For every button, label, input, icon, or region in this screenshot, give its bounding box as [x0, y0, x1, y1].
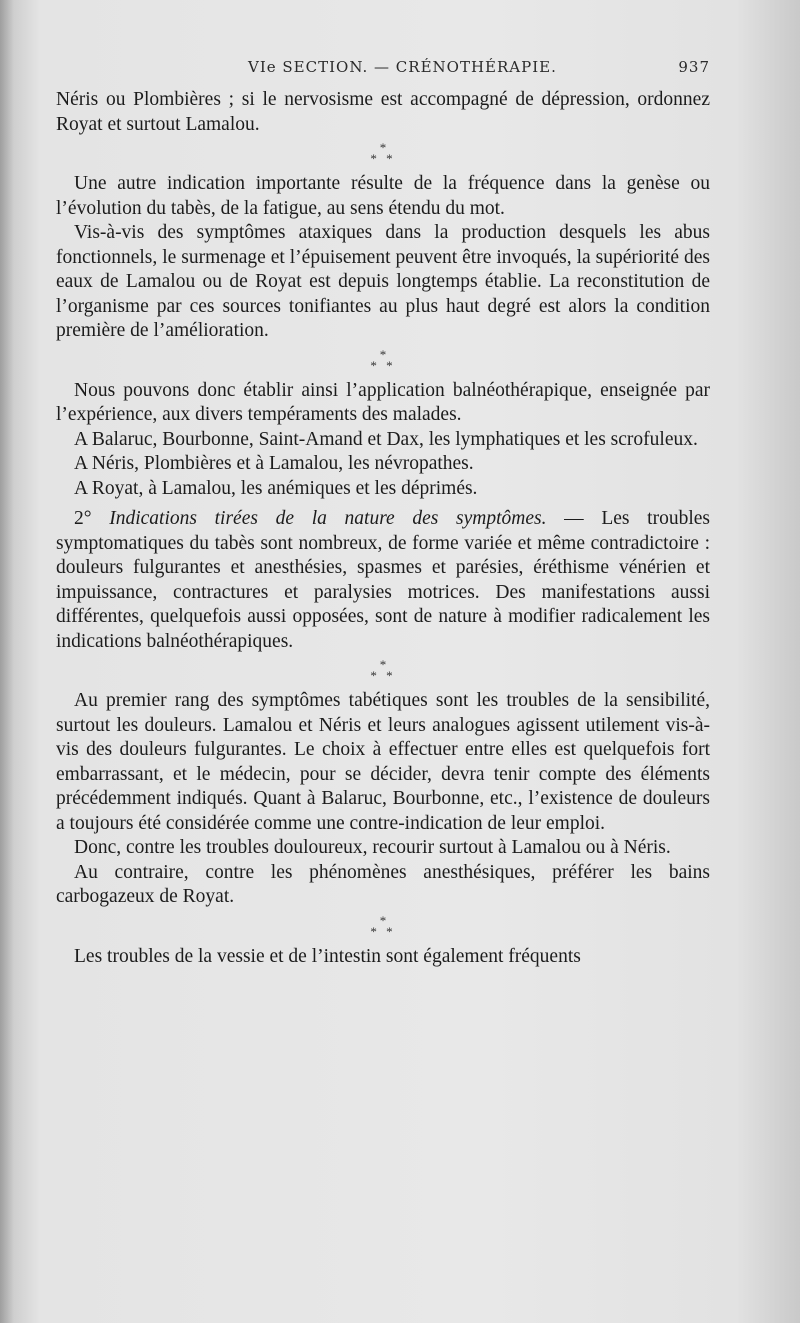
paragraph: Au premier rang des symptômes tabétiques sont les troubles de la sensibilité, surtout les douleurs. Lamalou et Néris et leurs analogues agissent utilement vis-à-vis des douleurs fulgurantes. Le choix à effectuer entre elles est quelquefois fort embarrassant, et le médecin, pour se décider, devra tenir compte des éléments précédemment indiqués. Quant à Balaruc, Bourbonne, etc., l’existence de douleurs a toujours été considérée comme une contre-indication de leur emploi.: [56, 690, 710, 834]
asterism-bottom-stars: * *: [370, 923, 396, 939]
paragraph: A Royat, à Lamalou, les anémiques et les déprimés.: [74, 477, 478, 499]
asterism: [56, 137, 710, 172]
paragraph: A Balaruc, Bourbonne, Saint-Amand et Dax, les lymphatiques et les scrofuleux.: [74, 428, 698, 450]
paragraph: Les troubles de la vessie et de l’intestin sont également fréquents: [74, 945, 581, 967]
asterism-top-star: *: [379, 346, 387, 362]
indication-text: — Les troubles symptomatiques du tabès sont nombreux, de forme variée et même contradictoire : douleurs fulgurantes et anesthésies, spasmes et parésies, éréthisme vénérien et impuissance, contractures et paralysies motrices. Des manifestations aussi différentes, quelquefois aussi opposées, sont de nature à modifier radicalement les indications balnéothérapiques.: [56, 508, 710, 652]
paragraph: A Néris, Plombières et à Lamalou, les névropathes.: [74, 453, 474, 474]
paragraph: Néris ou Plombières ; si le nervosisme est accompagné de dépression, ordonnez Royat et surtout Lamalou.: [56, 89, 710, 135]
indication-heading: Indications tirées de la nature des symptômes.: [109, 508, 547, 529]
page-number: 937: [678, 58, 710, 76]
paragraph: Nous pouvons donc établir ainsi l’application balnéothérapique, enseignée par l’expérience, aux divers tempéraments des malades.: [56, 379, 710, 425]
asterism: [56, 910, 710, 945]
asterism-top-star: *: [379, 912, 387, 928]
asterism-bottom-stars: * *: [370, 357, 396, 373]
asterism: [56, 344, 710, 379]
paragraph: Une autre indication importante résulte de la fréquence dans la genèse ou l’évolution du tabès, de la fatigue, au sens étendu du mot.: [56, 173, 710, 219]
asterism-bottom-stars: * *: [370, 668, 396, 683]
paragraph-indications: [56, 507, 710, 654]
asterism: [56, 654, 710, 689]
body-text: [56, 88, 710, 969]
asterism-top-star: *: [379, 657, 387, 672]
asterism-bottom-stars: * *: [370, 151, 396, 166]
paragraph: Au contraire, contre les phénomènes anesthésiques, préférer les bains carbogazeux de Royat.: [56, 861, 710, 907]
paragraph: Donc, contre les troubles douloureux, recourir surtout à Lamalou ou à Néris.: [74, 837, 671, 858]
indication-number: 2°: [74, 508, 110, 529]
section-title: VIe SECTION. — CRÉNOTHÉRAPIE.: [248, 58, 557, 76]
asterism-top-star: *: [379, 140, 387, 155]
paragraph: Vis-à-vis des symptômes ataxiques dans la production desquels les abus fonctionnels, le surmenage et l’épuisement peuvent être invoqués, la supériorité des eaux de Lamalou ou de Royat est depuis longtemps établie. La reconstitution de l’organisme par ces sources tonifiantes au plus haut degré est alors la condition première de l’amélioration.: [56, 222, 710, 341]
